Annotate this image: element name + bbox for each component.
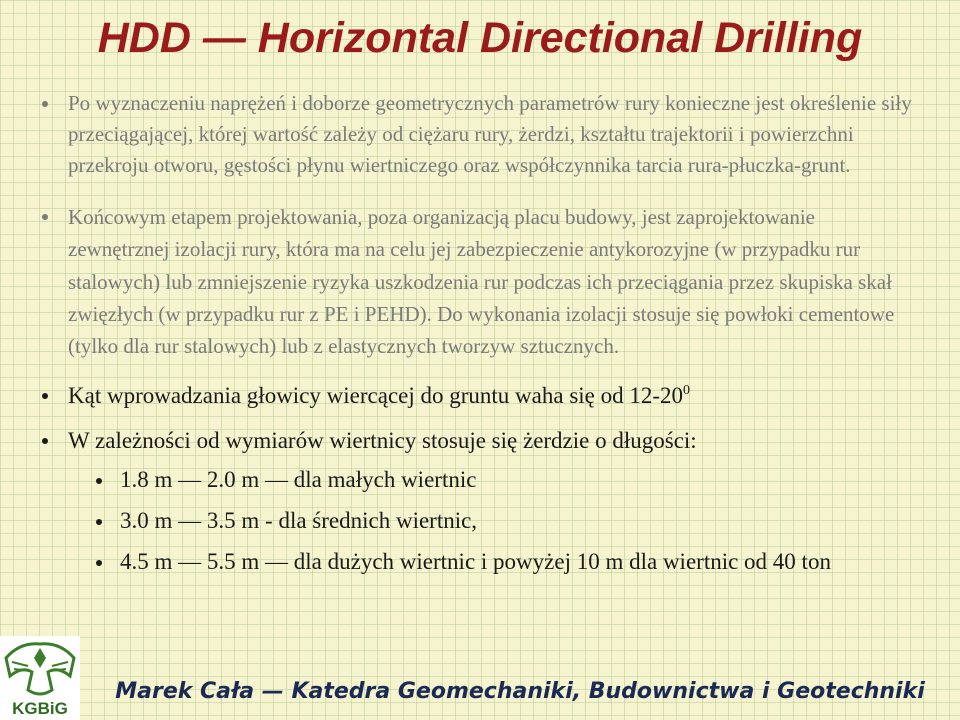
kgbig-logo [0,636,80,720]
eagle-icon [0,636,80,720]
bullet-entry-angle [38,379,918,412]
degree-superscript: 0 [683,383,691,399]
logo-text: KGBiG [12,699,68,718]
bullet-list [38,88,918,586]
footer-author: Marek Cała — Katedra Geomechaniki, Budownictwa i Geotechniki [115,679,925,704]
rod-length-sublist [68,463,918,578]
slide-title: HDD — Horizontal Directional Drilling [97,14,863,62]
bullet-rod-lengths [38,424,918,578]
bullet-text: W zależności od wymiarów wiertnicy stosuje się żerdzie o długości: [68,428,697,454]
bullet-text: Kąt wprowadzania głowicy wiercącej do gruntu waha się od 12-20 [68,383,684,409]
sub-item-medium-rigs: 3.0 m — 3.5 m - dla średnich wiertnic, [68,504,918,537]
bullet-pipe-insulation [38,201,918,362]
sub-item-small-rigs: 1.8 m — 2.0 m — dla małych wiertnic [68,463,918,496]
sub-item-large-rigs: 4.5 m — 5.5 m — dla dużych wiertnic i powyżej 10 m dla wiertnic od 40 ton [68,545,918,578]
bullet-text: Końcowym etapem projektowania, poza organizacją placu budowy, jest zaprojektowanie zewnętrznej izolacji rury, która ma na celu jej zabezpieczenie antykorozyjne (w przypadku rur stalowych) lub zmniejszenie ryzyka uszkodzenia rur podczas ich przeciągania przez skupiska skał zwięzłych (w przypadku rur z PE i PEHD). Do wykonania izolacji stosuje się powłoki cementowe (tylko dla rur stalowych) lub z elastycznych tworzyw sztucznych. [68,205,895,359]
bullet-pulling-force [38,88,918,181]
bullet-text: Po wyznaczeniu naprężeń i doborze geometrycznych parametrów rury konieczne jest określenie siły przeciągającej, której wartość zależy od ciężaru rury, żerdzi, kształtu trajektorii i powierzchni przekroju otworu, gęstości płynu wiertniczego oraz współczynnika tarcia rura-płuczka-grunt. [68,91,912,177]
